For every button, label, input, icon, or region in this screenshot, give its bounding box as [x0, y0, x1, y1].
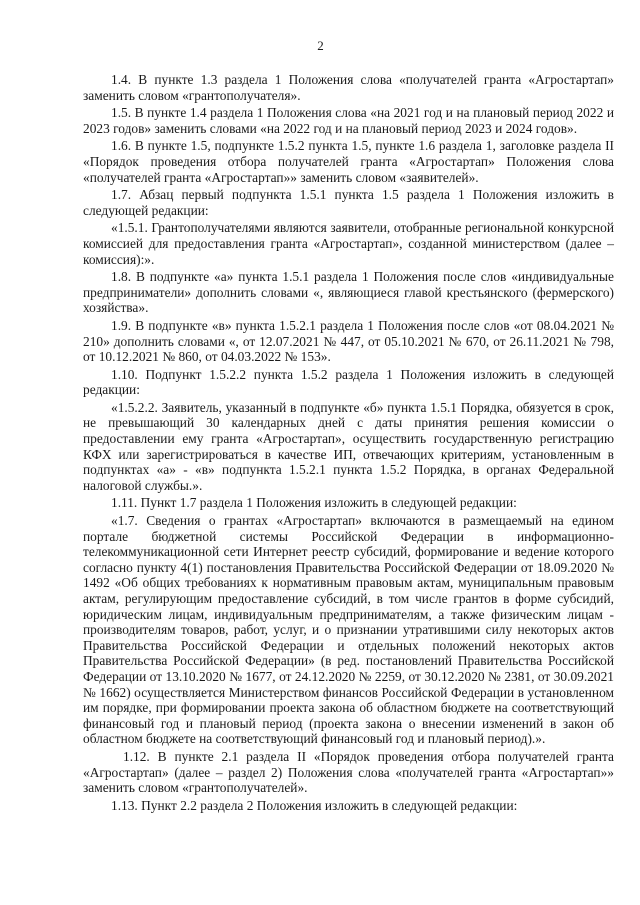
paragraph-1-13: 1.13. Пункт 2.2 раздела 2 Положения изложить в следующей редакции:	[111, 797, 518, 813]
paragraph-1-10: 1.10. Подпункт 1.5.2.2 пункта 1.5.2 раздела 1 Положения изложить в следующей редакции:	[83, 366, 614, 398]
paragraph-1-5: 1.5. В пункте 1.4 раздела 1 Положения слова «на 2021 год и на плановый период 2022 и 2023 годов» заменить словами «на 2022 год и на плановый период 2023 и 2024 годов».	[83, 105, 614, 136]
quote-1-7: «1.7. Сведения о грантах «Агростартап» включаются в размещаемый на едином портале бюджетной системы Российской Федерации в информационно-телекоммуникационной сети Интернет реестр субсидий, формирование и ведение которого согласно пункту 4(1) постановления Правительства Российской Федерации от 18.09.2020 № 1492 «Об общих требованиях к нормативным правовым актам, муниципальным правовым актам, регулирующим предоставление субсидий, в том числе грантов в форме субсидий, юридическим лицам, индивидуальным предпринимателям, а также физическим лицам - производителям товаров, работ, услуг, и о признании утратившими силу некоторых актов Правительства Российской Федерации и отдельных положений некоторых актов Правительства Российской Федерации» (в ред. постановлений Правительства Российской Федерации от 13.10.2020 № 1677, от 24.12.2020 № 2259, от 30.12.2020 № 2381, от 30.09.2021 № 1662) осуществляется Министерством финансов Российской Федерации в установленном им порядке, при формировании проекта закона об областном бюджете на соответствующий финансовый год и плановый период (проекта закона о внесении изменений в закон об областном бюджете на соответствующий финансовый год и плановый период).».	[83, 513, 614, 747]
paragraph-1-7: 1.7. Абзац первый подпункта 1.5.1 пункта 1.5 раздела 1 Положения изложить в следующей редакции:	[83, 187, 614, 218]
paragraph-1-12: 1.12. В пункте 2.1 раздела II «Порядок проведения отбора получателей гранта «Агростартап» (далее – раздел 2) Положения слова «получателей гранта «Агростартап»» заменить словом «грантополучателей».	[83, 748, 614, 796]
paragraph-1-8: 1.8. В подпункте «а» пункта 1.5.1 раздела 1 Положения после слов «индивидуальные предприниматели» дополнить словами «, являющиеся главой крестьянского (фермерского) хозяйства».	[83, 269, 614, 316]
quote-1-5-2-2: «1.5.2.2. Заявитель, указанный в подпункте «б» пункта 1.5.1 Порядка, обязуется в срок, не превышающий 30 календарных дней с даты принятия решения комиссии о предоставлении ему гранта «Агростартап», осуществить государственную регистрацию КФХ или зарегистрироваться в качестве ИП, отвечающих критериям, установленным в подпунктах «а» - «в» подпункта 1.5.2.1 пункта 1.5.2 Порядка, в органах Федеральной налоговой службы.».	[83, 399, 614, 493]
page-number: 2	[317, 38, 324, 53]
paragraph-1-4: 1.4. В пункте 1.3 раздела 1 Положения слова «получателей гранта «Агростартап» заменить словом «грантополучателя».	[83, 72, 614, 103]
quote-1-5-1: «1.5.1. Грантополучателями являются заявители, отобранные региональной конкурсной комиссией для предоставления гранта «Агростартап», созданной министерством (далее – комиссия):».	[83, 220, 614, 267]
paragraph-1-6: 1.6. В пункте 1.5, подпункте 1.5.2 пункта 1.5, пункте 1.6 раздела 1, заголовке раздела II «Порядок проведения отбора получателей гранта «Агростартап» Положения слова «получателей гранта «Агростартап»» заменить словом «заявителей».	[83, 138, 614, 185]
paragraph-1-9: 1.9. В подпункте «в» пункта 1.5.2.1 раздела 1 Положения после слов «от 08.04.2021 № 210» дополнить словами «, от 12.07.2021 № 447, от 05.10.2021 № 670, от 26.11.2021 № 798, от 10.12.2021 № 860, от 04.03.2022 № 153».	[83, 317, 614, 365]
paragraph-1-11: 1.11. Пункт 1.7 раздела 1 Положения изложить в следующей редакции:	[111, 495, 517, 511]
